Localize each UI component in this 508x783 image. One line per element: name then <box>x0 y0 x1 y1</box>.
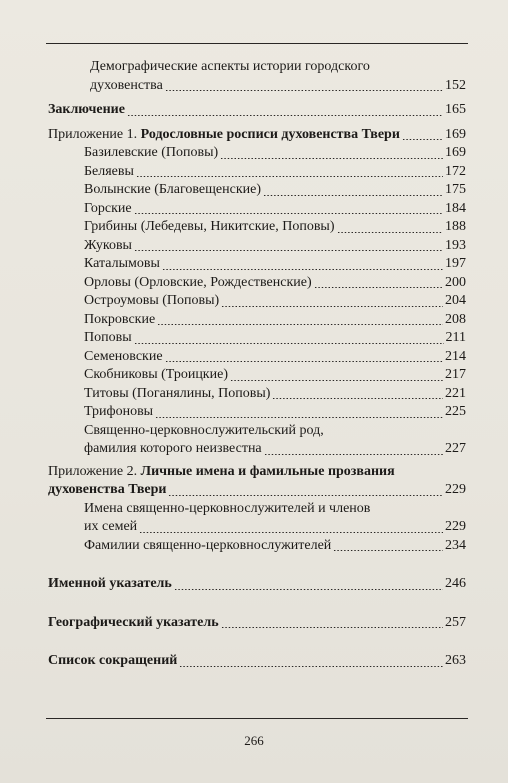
toc-entry-titov <box>48 385 466 404</box>
toc-line <box>48 463 466 482</box>
toc-page-number: 197 <box>445 256 466 271</box>
toc-entry-title <box>84 403 153 422</box>
toc-entry-title <box>84 218 335 237</box>
toc-page-number: 175 <box>445 182 466 197</box>
toc-title-bold: Личные имена и фамильные прозвания <box>140 463 395 479</box>
toc-line-last <box>48 181 466 200</box>
toc-entry-imena <box>48 500 466 537</box>
dot-leader <box>165 361 443 362</box>
toc-title-text: Жуковы <box>84 237 132 253</box>
toc-entry-skob <box>48 366 466 385</box>
toc-line-last <box>48 311 466 330</box>
dot-leader <box>139 532 443 533</box>
toc-title-text: Покровские <box>84 311 156 327</box>
toc-entry-volyn <box>48 181 466 200</box>
toc-line-last <box>48 255 466 274</box>
toc-title-text: Священно-церковнослужительский род, <box>84 422 324 438</box>
dot-leader <box>333 550 443 551</box>
toc-entry-orlov <box>48 274 466 293</box>
toc-line-last <box>48 163 466 182</box>
dot-leader <box>402 139 443 140</box>
dot-leader <box>134 213 443 214</box>
toc-entry-title <box>84 518 137 537</box>
toc-line-last <box>48 518 466 537</box>
dot-leader <box>221 306 443 307</box>
dot-leader <box>272 398 443 399</box>
dot-leader <box>263 195 443 196</box>
toc-line-last <box>48 366 466 385</box>
toc-page-number: 200 <box>445 274 466 290</box>
dot-leader <box>155 417 443 418</box>
toc-title-text: Орловы (Орловские, Рождественские) <box>84 274 312 290</box>
toc-line-last <box>48 329 466 348</box>
toc-title-text: Титовы (Поганялины, Поповы) <box>84 385 271 401</box>
toc-entry-imenn <box>48 575 466 594</box>
toc-page-number: 208 <box>445 311 466 327</box>
toc-entry-title <box>48 614 219 633</box>
dot-leader <box>165 90 443 91</box>
toc-title-text: Волынские (Благовещенские) <box>84 182 261 197</box>
toc-entry-title <box>48 463 395 482</box>
toc-entry-ostro <box>48 292 466 311</box>
toc-entry-title <box>84 537 331 556</box>
toc-title-text: Фамилии священно-церковнослужителей <box>84 537 332 553</box>
dot-leader <box>220 158 443 159</box>
dot-leader <box>221 627 443 628</box>
dot-leader <box>337 232 443 233</box>
toc-page-number: 169 <box>445 126 466 142</box>
toc-line <box>48 500 466 519</box>
page-number: 266 <box>244 733 264 748</box>
toc-page-number: 184 <box>445 200 466 216</box>
toc-entry-katal <box>48 255 466 274</box>
toc-title-text: Приложение 2. <box>48 463 141 479</box>
toc-title-text: Остроумовы (Поповы) <box>84 293 220 308</box>
toc-title-continuation: духовенства <box>90 77 163 93</box>
toc-entry-title <box>84 200 132 219</box>
toc-entry-semen <box>48 348 466 367</box>
toc-page-number: 165 <box>445 102 466 117</box>
toc-line-last <box>48 126 466 145</box>
toc-line-last <box>48 237 466 256</box>
toc-title-continuation: духовенства Твери <box>48 482 167 497</box>
toc-entry-title <box>90 77 163 96</box>
toc-title-text: Приложение 1. <box>48 126 141 142</box>
toc-entry-title <box>84 348 163 367</box>
toc-entry-title <box>84 422 324 441</box>
toc-line-last <box>48 101 466 120</box>
toc-line <box>48 58 466 77</box>
toc-page-number: 227 <box>445 441 466 456</box>
toc-title-text: Скобниковы (Троицкие) <box>84 367 228 382</box>
dot-leader <box>179 666 443 667</box>
toc-page-number: 204 <box>445 293 466 308</box>
dot-leader <box>168 495 443 496</box>
top-rule <box>46 43 468 44</box>
toc-entry-trifon <box>48 403 466 422</box>
toc-entry-title <box>84 385 270 404</box>
toc-entry-title <box>48 652 177 671</box>
dot-leader <box>134 343 444 344</box>
toc-page-number: 257 <box>445 614 466 630</box>
toc-line-last <box>48 575 466 594</box>
toc-line-last <box>48 292 466 311</box>
dot-leader <box>314 287 443 288</box>
toc-line-last <box>48 537 466 556</box>
toc-title-text: Каталымовы <box>84 256 160 271</box>
toc-page-number: 225 <box>445 404 466 419</box>
dot-leader <box>174 589 443 590</box>
toc-line-last <box>48 274 466 293</box>
toc-line-last <box>48 144 466 163</box>
toc-line <box>48 422 466 441</box>
toc-entry-title <box>84 329 132 348</box>
toc-line-last <box>48 218 466 237</box>
toc-entry-title <box>84 366 228 385</box>
toc-page-number: 229 <box>445 519 466 534</box>
toc-page-number: 246 <box>445 576 466 591</box>
toc-entry-demografic <box>48 58 466 95</box>
toc-entry-title <box>84 144 218 163</box>
toc-entry-zhukov <box>48 237 466 256</box>
toc-entry-title <box>84 255 160 274</box>
toc-entry-belyaev <box>48 163 466 182</box>
toc-line-last <box>48 77 466 96</box>
toc-title-text: Демографические аспекты истории городского <box>90 59 370 74</box>
toc-entry-gribin <box>48 218 466 237</box>
toc-title-continuation: их семей <box>84 519 138 534</box>
toc-line-last <box>48 348 466 367</box>
toc-entry-bazil <box>48 144 466 163</box>
toc-page-number: 217 <box>445 367 466 382</box>
toc-line-last <box>48 403 466 422</box>
toc-title-text: Географический указатель <box>48 614 219 630</box>
toc-title-text: Имена священно-церковнослужителей и членов <box>84 500 371 516</box>
bottom-rule <box>46 718 468 719</box>
toc-title-text: Горские <box>84 200 132 216</box>
toc-entry-pril1 <box>48 126 466 145</box>
toc-entry-title <box>84 311 155 330</box>
toc-entry-zakl <box>48 101 466 120</box>
toc-page-number: 152 <box>445 77 466 93</box>
dot-leader <box>134 250 443 251</box>
toc-page-number: 234 <box>445 537 466 553</box>
toc-title-text: Базилевские (Поповы) <box>84 145 219 160</box>
toc-entry-title <box>84 292 219 311</box>
toc-entry-title <box>90 58 370 77</box>
toc-page-number: 221 <box>445 385 466 401</box>
toc-page-number: 169 <box>445 145 466 160</box>
toc-page-number: 188 <box>445 219 466 234</box>
toc-title-text: Трифоновы <box>84 404 154 419</box>
dot-leader <box>157 324 443 325</box>
toc-line-last <box>48 440 466 459</box>
toc-entry-title <box>48 126 400 145</box>
toc-entry-title <box>84 274 312 293</box>
toc-entry-gorsk <box>48 200 466 219</box>
toc-title-text: Список сокращений <box>48 653 178 668</box>
toc-page-number: 229 <box>445 482 466 497</box>
toc-entry-title <box>84 500 370 519</box>
toc-entry-title <box>48 575 172 594</box>
toc-entry-title <box>84 181 261 200</box>
toc-line-last <box>48 614 466 633</box>
toc-line-last <box>48 481 466 500</box>
toc-title-text: Беляевы <box>84 163 134 179</box>
toc-page-number: 214 <box>445 348 466 364</box>
toc-title-continuation: фамилия которого неизвестна <box>84 441 262 456</box>
dot-leader <box>162 269 443 270</box>
toc-entry-title <box>84 163 134 182</box>
toc-line-last <box>48 385 466 404</box>
toc-page-number: 193 <box>445 237 466 253</box>
toc-entry-title <box>84 237 132 256</box>
toc-entry-title <box>48 101 125 120</box>
toc-line-last <box>48 652 466 671</box>
toc-entry-pril2 <box>48 463 466 500</box>
toc-entry-pokrov <box>48 311 466 330</box>
dot-leader <box>136 176 443 177</box>
toc-title-text: Поповы <box>84 330 132 345</box>
toc-title-text: Семеновские <box>84 348 163 364</box>
dot-leader <box>127 115 443 116</box>
toc-entry-title <box>48 481 166 500</box>
toc-page-number: 211 <box>445 330 466 345</box>
dot-leader <box>264 454 443 455</box>
toc-entry-geogr <box>48 614 466 633</box>
dot-leader <box>230 380 443 381</box>
toc-page-number: 263 <box>445 653 466 668</box>
toc-title-bold: Родословные росписи духовенства Твери <box>140 126 400 142</box>
toc-entry-title <box>84 440 262 459</box>
toc-title-text: Заключение <box>48 102 125 117</box>
toc-entry-svyash <box>48 422 466 459</box>
table-of-contents <box>48 58 466 671</box>
toc-page-number: 172 <box>445 163 466 179</box>
toc-title-text: Грибины (Лебедевы, Никитские, Поповы) <box>84 219 335 234</box>
toc-entry-famil <box>48 537 466 556</box>
toc-entry-popov <box>48 329 466 348</box>
toc-entry-spisok <box>48 652 466 671</box>
toc-line-last <box>48 200 466 219</box>
toc-title-text: Именной указатель <box>48 576 172 591</box>
